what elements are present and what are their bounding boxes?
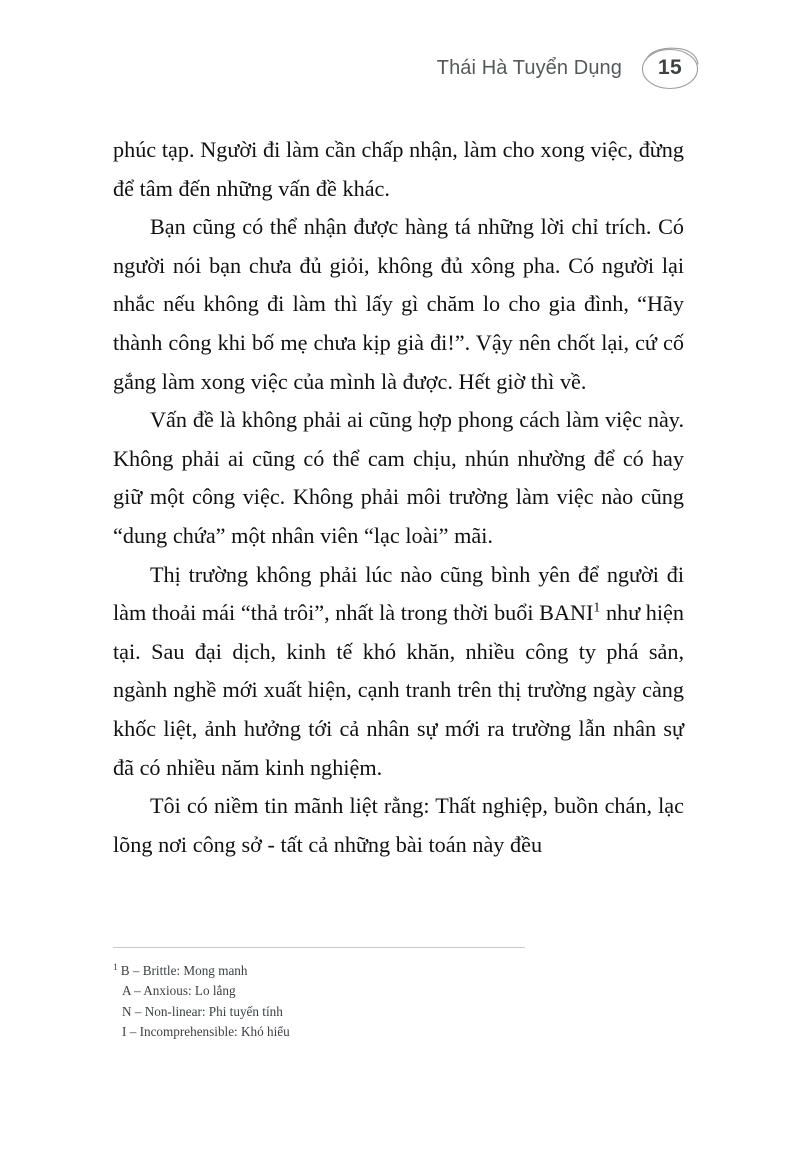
page-number: 15	[658, 56, 682, 79]
footnote-line-brittle-text: B – Brittle: Mong manh	[120, 963, 248, 978]
footnote-line-incomprehensible-text: I – Incomprehensible: Khó hiểu	[122, 1024, 290, 1040]
footnote-reference-marker[interactable]: 1	[593, 599, 601, 615]
footnote-area	[113, 947, 688, 1043]
footnote-separator-rule	[113, 947, 525, 948]
footnote-line-anxious	[113, 981, 688, 1001]
footnote-line-nonlinear-text: N – Non-linear: Phi tuyến tính	[122, 1003, 283, 1019]
footnote-number-marker: 1	[113, 962, 118, 973]
running-header	[0, 46, 793, 90]
footnote-line-nonlinear	[113, 1002, 688, 1022]
footnote-line-brittle	[113, 961, 688, 981]
page-number-badge	[640, 46, 700, 90]
footnote-list	[113, 961, 688, 1043]
paragraph-belief: Tôi có niềm tin mãnh liệt rằng: Thất nghiệp, buồn chán, lạc lõng nơi công sở - tất cả những bài toán này đều	[113, 793, 684, 857]
footnote-line-anxious-text: A – Anxious: Lo lắng	[122, 983, 236, 999]
running-header-title: Thái Hà Tuyển Dụng	[436, 57, 622, 79]
paragraph-market-bani	[113, 556, 684, 788]
paragraph-market-bani-text-before: Thị trường không phải lúc nào cũng bình yên để người đi làm thoải mái “thả trôi”, nhất là trong thời buổi BANI	[113, 561, 684, 626]
paragraph-work-style: Vấn đề là không phải ai cũng hợp phong cách làm việc này. Không phải ai cũng có thể cam chịu, nhún nhường để có hay giữ một công việc. Không phải môi trường làm việc nào cũng “dung chứa” một nhân viên “lạc loài” mãi.	[113, 407, 684, 548]
paragraph-criticism: Bạn cũng có thể nhận được hàng tá những lời chỉ trích. Có người nói bạn chưa đủ giỏi, không đủ xông pha. Có người lại nhắc nếu không đi làm thì lấy gì chăm lo cho gia đình, “Hãy thành công khi bố mẹ chưa kịp già đi!”. Vậy nên chốt lại, cứ cố gắng làm xong việc của mình là được. Hết giờ thì về.	[113, 214, 684, 394]
body-text-block	[113, 131, 684, 864]
paragraph-market-bani-text-after: như hiện tại. Sau đại dịch, kinh tế khó khăn, nhiều công ty phá sản, ngành nghề mới xuất hiện, cạnh tranh trên thị trường ngày càng khốc liệt, ảnh hưởng tới cả nhân sự mới ra trường lẫn nhân sự đã có nhiều năm kinh nghiệm.	[113, 600, 685, 780]
paragraph-continuation: phúc tạp. Người đi làm cần chấp nhận, làm cho xong việc, đừng để tâm đến những vấn đề khác.	[113, 137, 684, 201]
footnote-line-incomprehensible	[113, 1022, 688, 1042]
running-header-content	[437, 46, 700, 90]
